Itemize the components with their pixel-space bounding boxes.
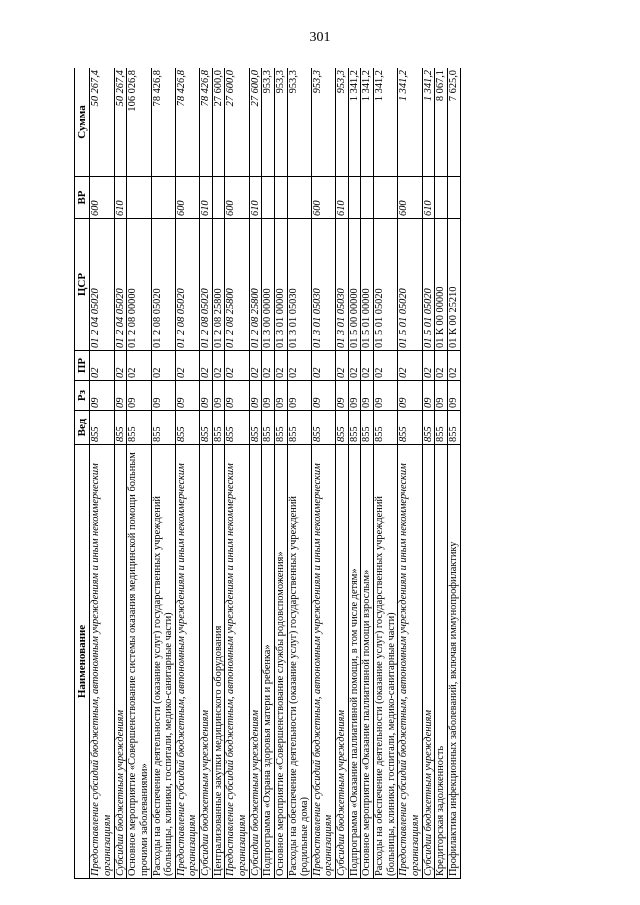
cell-rz: 09 bbox=[447, 381, 460, 411]
table-row bbox=[435, 68, 448, 879]
cell-csr: 01 3 01 00000 bbox=[274, 219, 287, 351]
table-row bbox=[249, 68, 262, 879]
cell-vr: 600 bbox=[398, 177, 422, 219]
cell-vr bbox=[287, 177, 311, 219]
table-row bbox=[374, 68, 398, 879]
cell-name: Субсидии бюджетным учреждениям bbox=[336, 445, 349, 879]
cell-ved: 855 bbox=[151, 411, 175, 445]
cell-pr: 02 bbox=[287, 351, 311, 381]
cell-name: Предоставление субсидий бюджетным, автономным учреждениям и иным некоммерческим организациям bbox=[398, 445, 422, 879]
table-row bbox=[225, 68, 249, 879]
cell-csr: 01 5 01 05020 bbox=[422, 219, 435, 351]
cell-pr: 02 bbox=[336, 351, 349, 381]
cell-rz: 09 bbox=[249, 381, 262, 411]
cell-csr: 01 К 00 25210 bbox=[447, 219, 460, 351]
table-row bbox=[361, 68, 374, 879]
cell-vr: 610 bbox=[114, 177, 127, 219]
cell-csr: 01 3 01 05030 bbox=[311, 219, 335, 351]
cell-ved: 855 bbox=[348, 411, 361, 445]
cell-rz: 09 bbox=[422, 381, 435, 411]
cell-ved: 855 bbox=[336, 411, 349, 445]
cell-sum: 78 426,8 bbox=[200, 68, 213, 177]
cell-vr: 610 bbox=[422, 177, 435, 219]
cell-rz: 09 bbox=[127, 381, 151, 411]
cell-vr: 610 bbox=[249, 177, 262, 219]
table-row bbox=[398, 68, 422, 879]
cell-csr: 01 2 08 25800 bbox=[225, 219, 249, 351]
cell-rz: 09 bbox=[225, 381, 249, 411]
cell-vr bbox=[361, 177, 374, 219]
cell-name: Предоставление субсидий бюджетным, автономным учреждениям и иным некоммерческим организациям bbox=[311, 445, 335, 879]
cell-ved: 855 bbox=[262, 411, 275, 445]
cell-sum: 7 625,0 bbox=[447, 68, 460, 177]
cell-rz: 09 bbox=[398, 381, 422, 411]
page-number: 301 bbox=[309, 30, 331, 45]
cell-vr bbox=[447, 177, 460, 219]
cell-vr: 600 bbox=[311, 177, 335, 219]
cell-csr: 01 2 04 05020 bbox=[90, 219, 114, 351]
cell-rz: 09 bbox=[151, 381, 175, 411]
cell-name: Подпрограмма «Охрана здоровья матери и ребенка» bbox=[262, 445, 275, 879]
cell-sum: 1 341,2 bbox=[398, 68, 422, 177]
cell-csr: 01 2 08 05020 bbox=[200, 219, 213, 351]
cell-ved: 855 bbox=[127, 411, 151, 445]
cell-sum: 27 600,0 bbox=[212, 68, 225, 177]
cell-name: Централизованные закупки медицинского оборудования bbox=[212, 445, 225, 879]
cell-pr: 02 bbox=[447, 351, 460, 381]
cell-sum: 953,3 bbox=[262, 68, 275, 177]
cell-ved: 855 bbox=[435, 411, 448, 445]
cell-pr: 02 bbox=[422, 351, 435, 381]
cell-sum: 953,3 bbox=[287, 68, 311, 177]
cell-vr: 600 bbox=[175, 177, 199, 219]
cell-csr: 01 3 01 05030 bbox=[287, 219, 311, 351]
table-row bbox=[447, 68, 460, 879]
cell-name: Основное мероприятие «Совершенствование системы оказания медицинской помощи больным прочими заболеваниями» bbox=[127, 445, 151, 879]
cell-pr: 02 bbox=[262, 351, 275, 381]
cell-csr: 01 5 01 00000 bbox=[361, 219, 374, 351]
cell-rz: 09 bbox=[90, 381, 114, 411]
cell-vr: 600 bbox=[225, 177, 249, 219]
cell-name: Субсидии бюджетным учреждениям bbox=[249, 445, 262, 879]
cell-rz: 09 bbox=[435, 381, 448, 411]
table-row bbox=[200, 68, 213, 879]
table-row bbox=[151, 68, 175, 879]
cell-name: Расходы на обеспечение деятельности (оказание услуг) государственных учреждений (больницы, клиники, госпитали, медико-санитарные части) bbox=[374, 445, 398, 879]
header-csr: ЦСР bbox=[75, 219, 90, 351]
cell-ved: 855 bbox=[361, 411, 374, 445]
cell-ved: 855 bbox=[422, 411, 435, 445]
table-row bbox=[114, 68, 127, 879]
cell-ved: 855 bbox=[225, 411, 249, 445]
cell-ved: 855 bbox=[249, 411, 262, 445]
header-sum: Сумма bbox=[75, 68, 90, 177]
cell-pr: 02 bbox=[311, 351, 335, 381]
cell-name: Субсидии бюджетным учреждениям bbox=[114, 445, 127, 879]
cell-csr: 01 3 00 00000 bbox=[262, 219, 275, 351]
cell-sum: 106 026,8 bbox=[127, 68, 151, 177]
budget-table bbox=[74, 68, 461, 879]
header-name: Наименование bbox=[75, 445, 90, 879]
cell-sum: 27 600,0 bbox=[249, 68, 262, 177]
cell-ved: 855 bbox=[274, 411, 287, 445]
cell-ved: 855 bbox=[311, 411, 335, 445]
table-row bbox=[422, 68, 435, 879]
cell-pr: 02 bbox=[212, 351, 225, 381]
cell-pr: 02 bbox=[225, 351, 249, 381]
cell-pr: 02 bbox=[175, 351, 199, 381]
cell-vr bbox=[274, 177, 287, 219]
cell-csr: 01 2 08 05020 bbox=[151, 219, 175, 351]
cell-vr: 610 bbox=[200, 177, 213, 219]
cell-ved: 855 bbox=[287, 411, 311, 445]
cell-csr: 01 2 08 25800 bbox=[212, 219, 225, 351]
table-row bbox=[274, 68, 287, 879]
cell-csr: 01 2 04 05020 bbox=[114, 219, 127, 351]
table-row bbox=[127, 68, 151, 879]
cell-ved: 855 bbox=[398, 411, 422, 445]
cell-pr: 02 bbox=[200, 351, 213, 381]
rotated-table-area bbox=[74, 68, 563, 879]
cell-csr: 01 5 00 00000 bbox=[348, 219, 361, 351]
cell-name: Профилактика инфекционных заболеваний, включая иммунопрофилактику bbox=[447, 445, 460, 879]
cell-sum: 50 267,4 bbox=[114, 68, 127, 177]
cell-pr: 02 bbox=[274, 351, 287, 381]
cell-rz: 09 bbox=[114, 381, 127, 411]
cell-sum: 1 341,2 bbox=[422, 68, 435, 177]
cell-pr: 02 bbox=[127, 351, 151, 381]
table-row bbox=[348, 68, 361, 879]
cell-vr: 600 bbox=[90, 177, 114, 219]
cell-sum: 50 267,4 bbox=[90, 68, 114, 177]
cell-name: Основное мероприятие «Оказание паллиативной помощи взрослым» bbox=[361, 445, 374, 879]
table-row bbox=[262, 68, 275, 879]
cell-name: Предоставление субсидий бюджетным, автономным учреждениям и иным некоммерческим организациям bbox=[175, 445, 199, 879]
cell-sum: 78 426,8 bbox=[151, 68, 175, 177]
cell-csr: 01 2 08 25800 bbox=[249, 219, 262, 351]
table-row bbox=[336, 68, 349, 879]
cell-pr: 02 bbox=[151, 351, 175, 381]
cell-pr: 02 bbox=[361, 351, 374, 381]
cell-name: Кредиторская задолженность bbox=[435, 445, 448, 879]
cell-rz: 09 bbox=[336, 381, 349, 411]
cell-sum: 27 600,0 bbox=[225, 68, 249, 177]
table-body bbox=[90, 68, 460, 879]
cell-sum: 1 341,2 bbox=[361, 68, 374, 177]
cell-vr bbox=[127, 177, 151, 219]
cell-rz: 09 bbox=[175, 381, 199, 411]
cell-ved: 855 bbox=[114, 411, 127, 445]
cell-name: Субсидии бюджетным учреждениям bbox=[422, 445, 435, 879]
cell-vr bbox=[262, 177, 275, 219]
cell-sum: 8 067,1 bbox=[435, 68, 448, 177]
cell-sum: 953,3 bbox=[336, 68, 349, 177]
cell-name: Субсидии бюджетным учреждениям bbox=[200, 445, 213, 879]
cell-pr: 02 bbox=[90, 351, 114, 381]
cell-rz: 09 bbox=[348, 381, 361, 411]
cell-sum: 953,3 bbox=[311, 68, 335, 177]
cell-ved: 855 bbox=[374, 411, 398, 445]
cell-sum: 1 341,2 bbox=[348, 68, 361, 177]
cell-name: Подпрограмма «Оказание паллиативной помощи, в том числе детям» bbox=[348, 445, 361, 879]
cell-vr: 610 bbox=[336, 177, 349, 219]
cell-pr: 02 bbox=[398, 351, 422, 381]
cell-ved: 855 bbox=[212, 411, 225, 445]
cell-csr: 01 5 01 05020 bbox=[398, 219, 422, 351]
cell-rz: 09 bbox=[311, 381, 335, 411]
cell-name: Предоставление субсидий бюджетным, автономным учреждениям и иным некоммерческим организациям bbox=[90, 445, 114, 879]
cell-pr: 02 bbox=[114, 351, 127, 381]
table-row bbox=[175, 68, 199, 879]
cell-vr bbox=[151, 177, 175, 219]
header-pr: ПР bbox=[75, 351, 90, 381]
cell-rz: 09 bbox=[212, 381, 225, 411]
cell-ved: 855 bbox=[175, 411, 199, 445]
cell-sum: 953,3 bbox=[274, 68, 287, 177]
table-header-row bbox=[75, 68, 90, 879]
cell-rz: 09 bbox=[274, 381, 287, 411]
cell-ved: 855 bbox=[447, 411, 460, 445]
cell-vr bbox=[212, 177, 225, 219]
table-row bbox=[90, 68, 114, 879]
cell-ved: 855 bbox=[90, 411, 114, 445]
table-row bbox=[287, 68, 311, 879]
cell-rz: 09 bbox=[361, 381, 374, 411]
cell-ved: 855 bbox=[200, 411, 213, 445]
cell-rz: 09 bbox=[200, 381, 213, 411]
header-ved: Вед bbox=[75, 411, 90, 445]
cell-csr: 01 К 00 00000 bbox=[435, 219, 448, 351]
cell-vr bbox=[348, 177, 361, 219]
cell-pr: 02 bbox=[435, 351, 448, 381]
cell-csr: 01 5 01 05020 bbox=[374, 219, 398, 351]
cell-csr: 01 3 01 05030 bbox=[336, 219, 349, 351]
cell-vr bbox=[374, 177, 398, 219]
cell-name: Основное мероприятие «Совершенствование службы родовспоможения» bbox=[274, 445, 287, 879]
cell-vr bbox=[435, 177, 448, 219]
table-row bbox=[311, 68, 335, 879]
cell-rz: 09 bbox=[287, 381, 311, 411]
table-row bbox=[212, 68, 225, 879]
cell-name: Расходы на обеспечение деятельности (оказание услуг) государственных учреждений (родильные дома) bbox=[287, 445, 311, 879]
cell-sum: 1 341,2 bbox=[374, 68, 398, 177]
cell-csr: 01 2 08 00000 bbox=[127, 219, 151, 351]
header-vr: ВР bbox=[75, 177, 90, 219]
header-rz: Рз bbox=[75, 381, 90, 411]
cell-pr: 02 bbox=[249, 351, 262, 381]
cell-rz: 09 bbox=[374, 381, 398, 411]
cell-name: Предоставление субсидий бюджетным, автономным учреждениям и иным некоммерческим организациям bbox=[225, 445, 249, 879]
cell-sum: 78 426,8 bbox=[175, 68, 199, 177]
cell-rz: 09 bbox=[262, 381, 275, 411]
cell-csr: 01 2 08 05020 bbox=[175, 219, 199, 351]
cell-name: Расходы на обеспечение деятельности (оказание услуг) государственных учреждений (больницы, клиники, госпитали, медико-санитарные части) bbox=[151, 445, 175, 879]
rotated-table-container bbox=[74, 68, 563, 879]
cell-pr: 02 bbox=[374, 351, 398, 381]
cell-pr: 02 bbox=[348, 351, 361, 381]
